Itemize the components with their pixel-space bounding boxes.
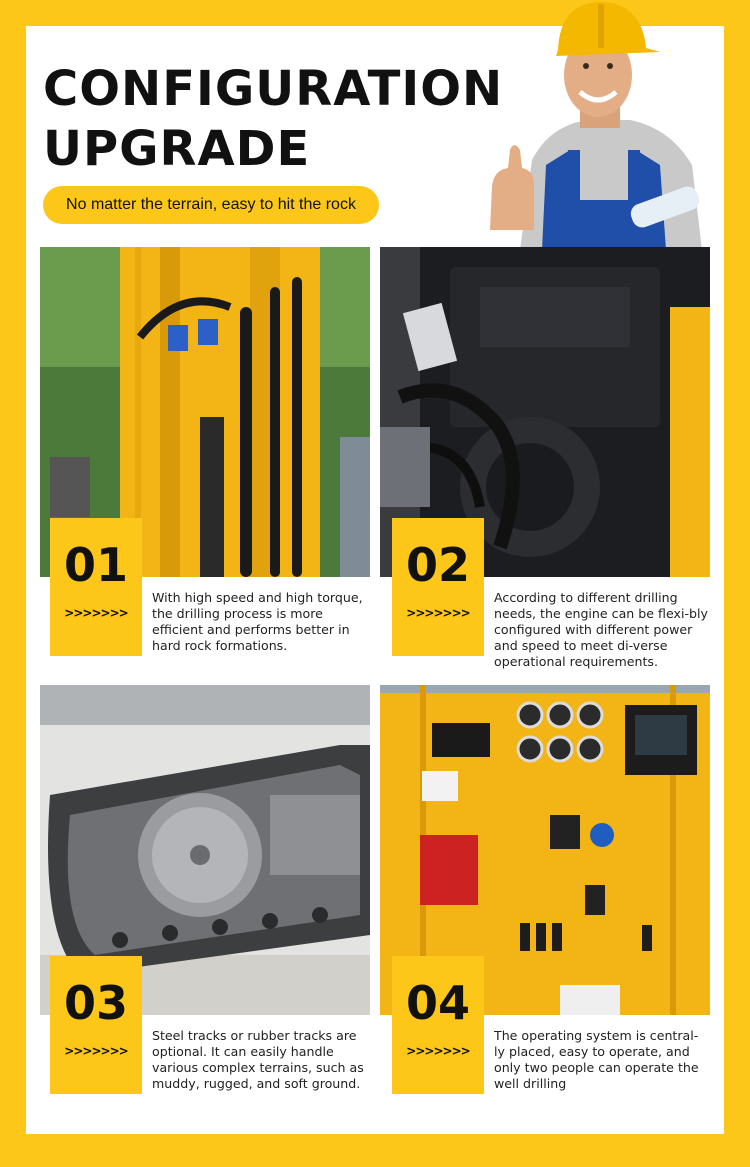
page-title-line1: CONFIGURATION — [43, 61, 504, 117]
worker-thumbs-up-image — [480, 0, 710, 250]
feature-04-arrows: >>>>>>> — [406, 1044, 470, 1058]
page-title-line2: UPGRADE — [43, 121, 311, 177]
feature-02-badge — [392, 518, 484, 656]
feature-03-description: Steel tracks or rubber tracks are optional. It can easily handle various complex terrains, such as muddy, rugged, and soft ground. — [152, 1028, 364, 1091]
feature-02-arrows: >>>>>>> — [406, 606, 470, 620]
tagline-pill: No matter the terrain, easy to hit the rock — [43, 186, 379, 224]
feature-04-badge — [392, 956, 484, 1094]
feature-04-description: The operating system is central-ly placed, easy to operate, and only two people can operate the well drilling — [494, 1028, 699, 1091]
feature-03-number: 03 — [63, 976, 128, 1030]
feature-01-description: With high speed and high torque, the drilling process is more efficient and performs better in hard rock formations. — [152, 590, 363, 653]
feature-01-arrows: >>>>>>> — [64, 606, 128, 620]
feature-02-description: According to different drilling needs, the engine can be flexi-bly configured with different power and speed to meet di-verse operational requirements. — [494, 590, 708, 669]
feature-01-number: 01 — [63, 538, 128, 592]
feature-03-badge — [50, 956, 142, 1094]
feature-01-badge — [50, 518, 142, 656]
feature-02-number: 02 — [405, 538, 470, 592]
feature-04-number: 04 — [405, 976, 470, 1030]
feature-03-arrows: >>>>>>> — [64, 1044, 128, 1058]
